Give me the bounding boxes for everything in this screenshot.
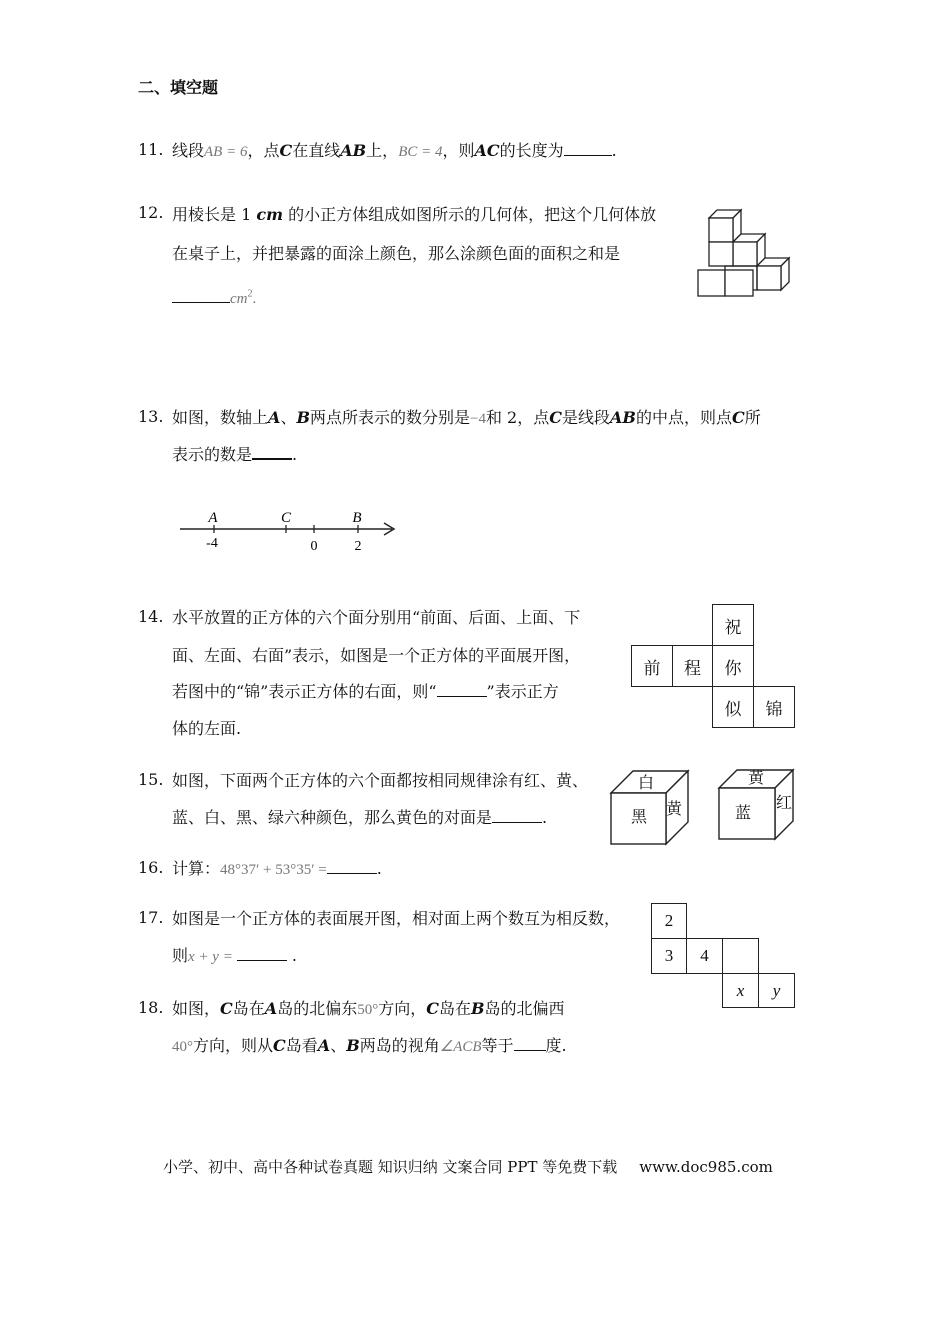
net-cell-zhu: 祝 (712, 604, 754, 646)
q15-answer-blank[interactable] (492, 808, 542, 823)
cube1-front-label: 黑 (630, 809, 648, 826)
q15-line1: 如图，下面两个正方体的六个面都按相同规律涂有红、黄、 (172, 771, 589, 790)
q16-text: 计算：48°37′ + 53°35′ = . (172, 859, 382, 878)
q15-number: 15. (138, 770, 164, 789)
q16-math-expression: 48°37′ + 53°35′ = (220, 862, 327, 878)
axis-tick-2: 2 (354, 539, 362, 554)
net17-cell-2: 2 (651, 903, 687, 939)
q14-line2: 面、左面、右面”表示，如图是一个正方体的平面展开图， (172, 646, 581, 665)
q18-answer-blank[interactable] (514, 1036, 546, 1051)
q14-number: 14. (138, 607, 164, 626)
cube2-front-label: 蓝 (734, 805, 752, 822)
q15-line2: 蓝、白、黑、绿六种颜色，那么黄色的对面是 . (172, 808, 548, 827)
cube-front-face (709, 218, 733, 242)
q14-line3: 若图中的“锦”表示正方体的右面，则“ ”表示正方 (172, 682, 559, 701)
section-title: 二、填空题 (138, 78, 219, 97)
q13-line2: 表示的数是 . (172, 445, 298, 464)
q13-answer-blank[interactable] (252, 444, 292, 460)
q18-math-40deg: 40° (172, 1039, 193, 1055)
cube2-top-label: 黄 (747, 770, 765, 787)
q13-math-neg4: −4 (470, 411, 486, 427)
q18-math-50deg: 50° (357, 1002, 379, 1018)
net-cell-cheng: 程 (672, 645, 713, 687)
axis-label-a: A (208, 510, 218, 526)
q16-number: 16. (138, 858, 164, 877)
q12-answer-blank[interactable] (172, 288, 230, 303)
q14-line4: 体的左面. (172, 719, 242, 738)
axis-label-b: B (352, 510, 362, 526)
q13-number: 13. (138, 407, 164, 426)
q18-number: 18. (138, 998, 164, 1017)
q13-number-line (170, 505, 410, 555)
net17-cell-4: 4 (686, 938, 723, 974)
q12-line2: 在桌子上，并把暴露的面涂上颜色，那么涂颜色面的面积之和是 (172, 244, 621, 263)
q12-line1: 用棱长是 1 cm 的小正方体组成如图所示的几何体，把这个几何体放 (172, 205, 657, 224)
page-footer (163, 1156, 773, 1177)
q12-number: 12. (138, 203, 164, 222)
q11-math-bc: BC = 4 (398, 144, 443, 160)
q18-line2: 40°方向，则从C岛看A、B两岛的视角∠ACB等于 度. (172, 1036, 567, 1055)
q13-line1: 如图，数轴上A、B两点所表示的数分别是−4和 2，点C是线段AB的中点，则点C所 (172, 408, 761, 427)
q16-answer-blank[interactable] (327, 859, 377, 874)
net17-cell-x: x (722, 973, 759, 1008)
net17-cell-empty (722, 938, 759, 974)
q17-number: 17. (138, 908, 164, 927)
q11-answer-blank[interactable] (564, 141, 612, 156)
axis-tick-neg4: -4 (206, 536, 218, 551)
net-cell-ni: 你 (712, 645, 754, 687)
q17-answer-blank[interactable] (237, 946, 287, 961)
net-cell-qian: 前 (631, 645, 673, 687)
q14-answer-blank[interactable] (437, 682, 487, 697)
net-cell-si: 似 (712, 686, 754, 728)
q15-cubes-figure (606, 766, 801, 850)
net17-cell-3: 3 (651, 938, 687, 974)
q12-line3: $cm^2$. (172, 288, 256, 308)
cube1-top-label: 白 (637, 775, 655, 792)
q12-cube-stack-figure (695, 204, 795, 299)
axis-tick-0: 0 (310, 539, 318, 554)
q18-math-angle: ∠ACB (439, 1039, 482, 1055)
footer-link[interactable]: www.doc985.com (639, 1158, 773, 1176)
q11-math-ab: AB = 6 (204, 144, 248, 160)
q17-line2: 则x + y = . (172, 946, 298, 965)
net17-cell-y: y (758, 973, 795, 1008)
cube1-side-label: 黄 (665, 801, 683, 818)
footer-text: 小学、初中、高中各种试卷真题 知识归纳 文案合同 PPT 等免费下载 (163, 1158, 618, 1176)
q11-number: 11. (138, 140, 164, 159)
cube2-side-label: 红 (775, 795, 793, 812)
net-cell-jin: 锦 (753, 686, 795, 728)
q17-math-expression: x + y = (188, 949, 233, 965)
q11-text: 线段AB = 6，点C在直线AB上，BC = 4，则AC的长度为 . (172, 141, 617, 160)
q17-line1: 如图是一个正方体的表面展开图，相对面上两个数互为相反数， (172, 909, 621, 928)
q18-line1: 如图，C岛在A岛的北偏东50°方向，C岛在B岛的北偏西 (172, 999, 565, 1018)
q14-line1: 水平放置的正方体的六个面分别用“前面、后面、上面、下 (172, 608, 581, 627)
axis-label-c: C (280, 510, 292, 526)
